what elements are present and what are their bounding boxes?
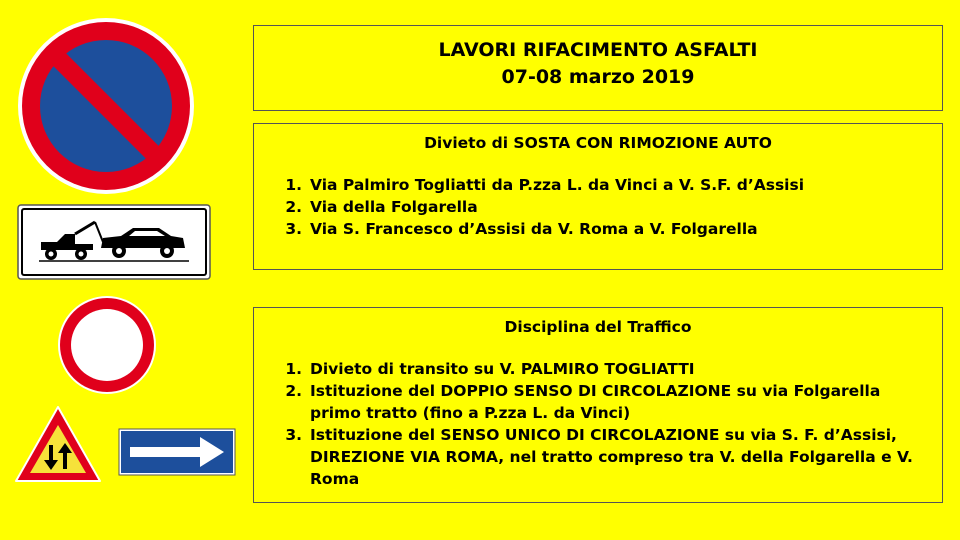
- list-item-text: Istituzione del DOPPIO SENSO DI CIRCOLAZIONE su via Folgarella primo tratto (fino a P.zza L. da Vinci): [310, 382, 881, 422]
- list-item: [254, 196, 942, 218]
- list-item-number: 1.: [285, 360, 302, 378]
- title-line-2: 07-08 marzo 2019: [501, 66, 695, 88]
- traffic-section-heading: Disciplina del Traffico: [504, 318, 692, 336]
- parking-street-list: [254, 174, 942, 240]
- traffic-rules-list: [254, 358, 942, 490]
- list-item: [254, 424, 942, 490]
- list-item-text: Via Palmiro Togliatti da P.zza L. da Vinci a V. S.F. d’Assisi: [310, 176, 805, 194]
- one-way-arrow-sign-icon: [118, 428, 236, 476]
- list-item-text: Via della Folgarella: [310, 198, 478, 216]
- two-way-traffic-sign-icon: [14, 405, 102, 483]
- list-item-text: Divieto di transito su V. PALMIRO TOGLIATTI: [310, 360, 695, 378]
- list-item: [254, 218, 942, 240]
- title-panel: [253, 25, 943, 111]
- list-item: [254, 358, 942, 380]
- parking-section-heading: Divieto di SOSTA CON RIMOZIONE AUTO: [424, 134, 772, 152]
- parking-ban-panel: [253, 123, 943, 270]
- list-item: [254, 174, 942, 196]
- traffic-rules-panel: [253, 307, 943, 503]
- page-title: [254, 37, 942, 91]
- list-item-number: 2.: [285, 198, 302, 216]
- no-parking-sign-icon: [16, 16, 196, 196]
- list-item-text: Via S. Francesco d’Assisi da V. Roma a V. Folgarella: [310, 220, 758, 238]
- list-item-text: Istituzione del SENSO UNICO DI CIRCOLAZIONE su via S. F. d’Assisi, DIREZIONE VIA ROMA, nel tratto compreso tra V. della Folgarella e V. Roma: [310, 426, 913, 488]
- list-item-number: 3.: [285, 220, 302, 238]
- title-line-1: LAVORI RIFACIMENTO ASFALTI: [438, 39, 758, 61]
- no-transit-sign-icon: [57, 295, 157, 395]
- tow-away-panel-icon: [17, 204, 211, 280]
- list-item-number: 3.: [285, 426, 302, 444]
- list-item-number: 1.: [285, 176, 302, 194]
- list-item: [254, 380, 942, 424]
- list-item-number: 2.: [285, 382, 302, 400]
